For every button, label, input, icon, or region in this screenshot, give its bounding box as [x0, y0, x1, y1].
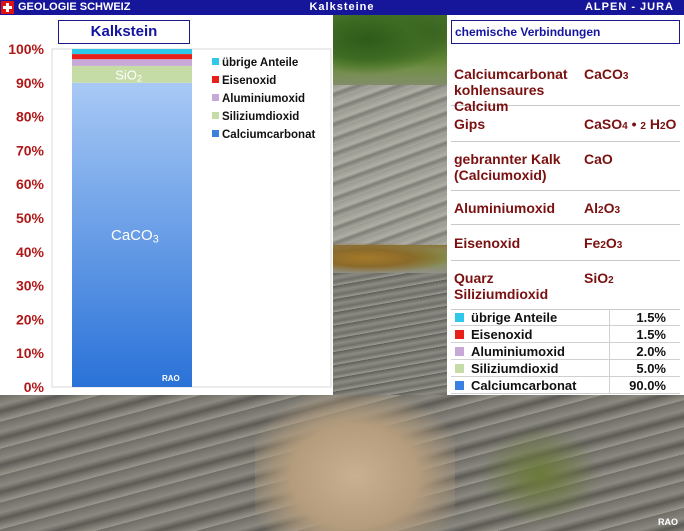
y-tick-label: 60%	[15, 176, 44, 193]
legend-swatch-icon	[455, 313, 464, 322]
legend-name: Eisenoxid	[471, 327, 533, 342]
chem-name-line1: gebrannter Kalk	[454, 150, 561, 167]
chem-formula: SiO2	[584, 269, 614, 286]
legend-swatch-icon	[455, 381, 464, 390]
chem-name-line1: Quarz	[454, 269, 494, 286]
legend-label: übrige Anteile	[222, 57, 299, 69]
rock-photo-bottom	[0, 395, 684, 531]
legend-value: 2.0%	[636, 344, 666, 359]
chem-row	[451, 106, 680, 142]
chem-table	[451, 57, 680, 310]
bush-patch	[333, 243, 447, 273]
y-tick-label: 90%	[15, 74, 44, 91]
legend-row	[451, 360, 680, 377]
y-tick-label: 50%	[15, 210, 44, 226]
header-center-title: Kalksteine	[309, 1, 375, 13]
legend-label: Siliziumdioxid	[222, 111, 300, 123]
legend-name: Siliziumdioxid	[471, 361, 559, 376]
legend-label: Eisenoxid	[222, 75, 277, 87]
legend-name: Calciumcarbonat	[471, 378, 577, 393]
chem-name	[454, 151, 584, 183]
legend-divider	[609, 309, 610, 326]
chem-name	[454, 116, 584, 132]
y-tick-label: 30%	[15, 277, 44, 294]
chem-name-line1: Gips	[454, 116, 486, 132]
rock-photo-vertical	[333, 15, 447, 395]
y-tick-label: 0%	[23, 379, 44, 395]
legend-divider	[609, 343, 610, 360]
legend-label: Aluminiumoxid	[222, 93, 306, 105]
chem-row	[451, 57, 680, 114]
legend-name: übrige Anteile	[471, 310, 558, 325]
legend-value: 1.5%	[636, 327, 666, 342]
moss-patch	[480, 425, 600, 525]
chem-row	[451, 142, 680, 191]
tree-foliage	[333, 15, 447, 75]
y-tick-label: 40%	[15, 243, 44, 260]
chem-name-line2: Siliziumdioxid	[454, 285, 549, 302]
chem-name	[454, 200, 584, 216]
chem-formula: CaO	[584, 150, 613, 167]
chart-title: Kalkstein	[58, 20, 190, 44]
chem-row	[451, 261, 680, 310]
bar-segment-eisenoxid	[72, 54, 192, 59]
bar-label-sio2: SiO2	[115, 67, 143, 84]
legend-divider	[609, 360, 610, 377]
chem-header: chemische Verbindungen	[451, 20, 680, 44]
legend-swatch-icon	[455, 364, 464, 373]
chem-name	[454, 235, 584, 251]
legend-row	[451, 326, 680, 343]
legend-table	[451, 309, 680, 395]
chem-formula: CaCO3	[584, 65, 629, 82]
photo-watermark: RAO	[658, 517, 678, 527]
legend-swatch	[212, 58, 219, 65]
chem-name	[454, 270, 584, 302]
legend-swatch	[212, 76, 219, 83]
bar-segment-übrige-anteile	[72, 49, 192, 54]
rock-layers-lower	[333, 273, 447, 395]
rock-layers-upper	[333, 85, 447, 245]
chem-name-line1: Aluminiumoxid	[454, 200, 556, 216]
legend-swatch	[212, 94, 219, 101]
bar-label-caco3: CaCO3	[111, 226, 159, 246]
y-tick-label: 80%	[15, 108, 44, 125]
bar-segment-aluminiumoxid	[72, 59, 192, 66]
legend-swatch	[212, 112, 219, 119]
legend-row	[451, 377, 680, 394]
legend-swatch-icon	[455, 347, 464, 356]
header-left-title: GEOLOGIE SCHWEIZ	[18, 1, 131, 13]
legend-value: 5.0%	[636, 361, 666, 376]
y-tick-label: 10%	[15, 345, 44, 362]
header-right-title: ALPEN - JURA	[584, 1, 674, 13]
legend-divider	[609, 326, 610, 343]
y-tick-label: 20%	[15, 311, 44, 328]
stacked-bar-chart	[0, 0, 333, 395]
legend-value: 1.5%	[636, 310, 666, 325]
chem-formula: Fe2O3	[584, 235, 623, 251]
chem-row	[451, 191, 680, 225]
legend-swatch	[212, 130, 219, 137]
rock-light-patch	[255, 395, 455, 531]
chem-name-line2: kohlensaures Calcium	[454, 81, 545, 114]
legend-name: Aluminiumoxid	[471, 344, 565, 359]
chem-name-line1: Eisenoxid	[454, 235, 521, 251]
legend-value: 90.0%	[629, 378, 666, 393]
legend-row	[451, 343, 680, 360]
chart-watermark: RAO	[162, 374, 180, 383]
legend-swatch-icon	[455, 330, 464, 339]
y-tick-label: 100%	[8, 41, 44, 57]
y-tick-label: 70%	[15, 142, 44, 159]
chem-name-line1: Calciumcarbonat	[454, 65, 568, 82]
chem-formula: CaSO4 • 2 H2O	[584, 116, 677, 132]
chem-formula: Al2O3	[584, 200, 621, 216]
chem-row	[451, 225, 680, 261]
legend-divider	[609, 377, 610, 394]
chem-name-line2: (Calciumoxid)	[454, 166, 547, 183]
legend-row	[451, 309, 680, 326]
legend-label: Calciumcarbonat	[222, 129, 316, 141]
